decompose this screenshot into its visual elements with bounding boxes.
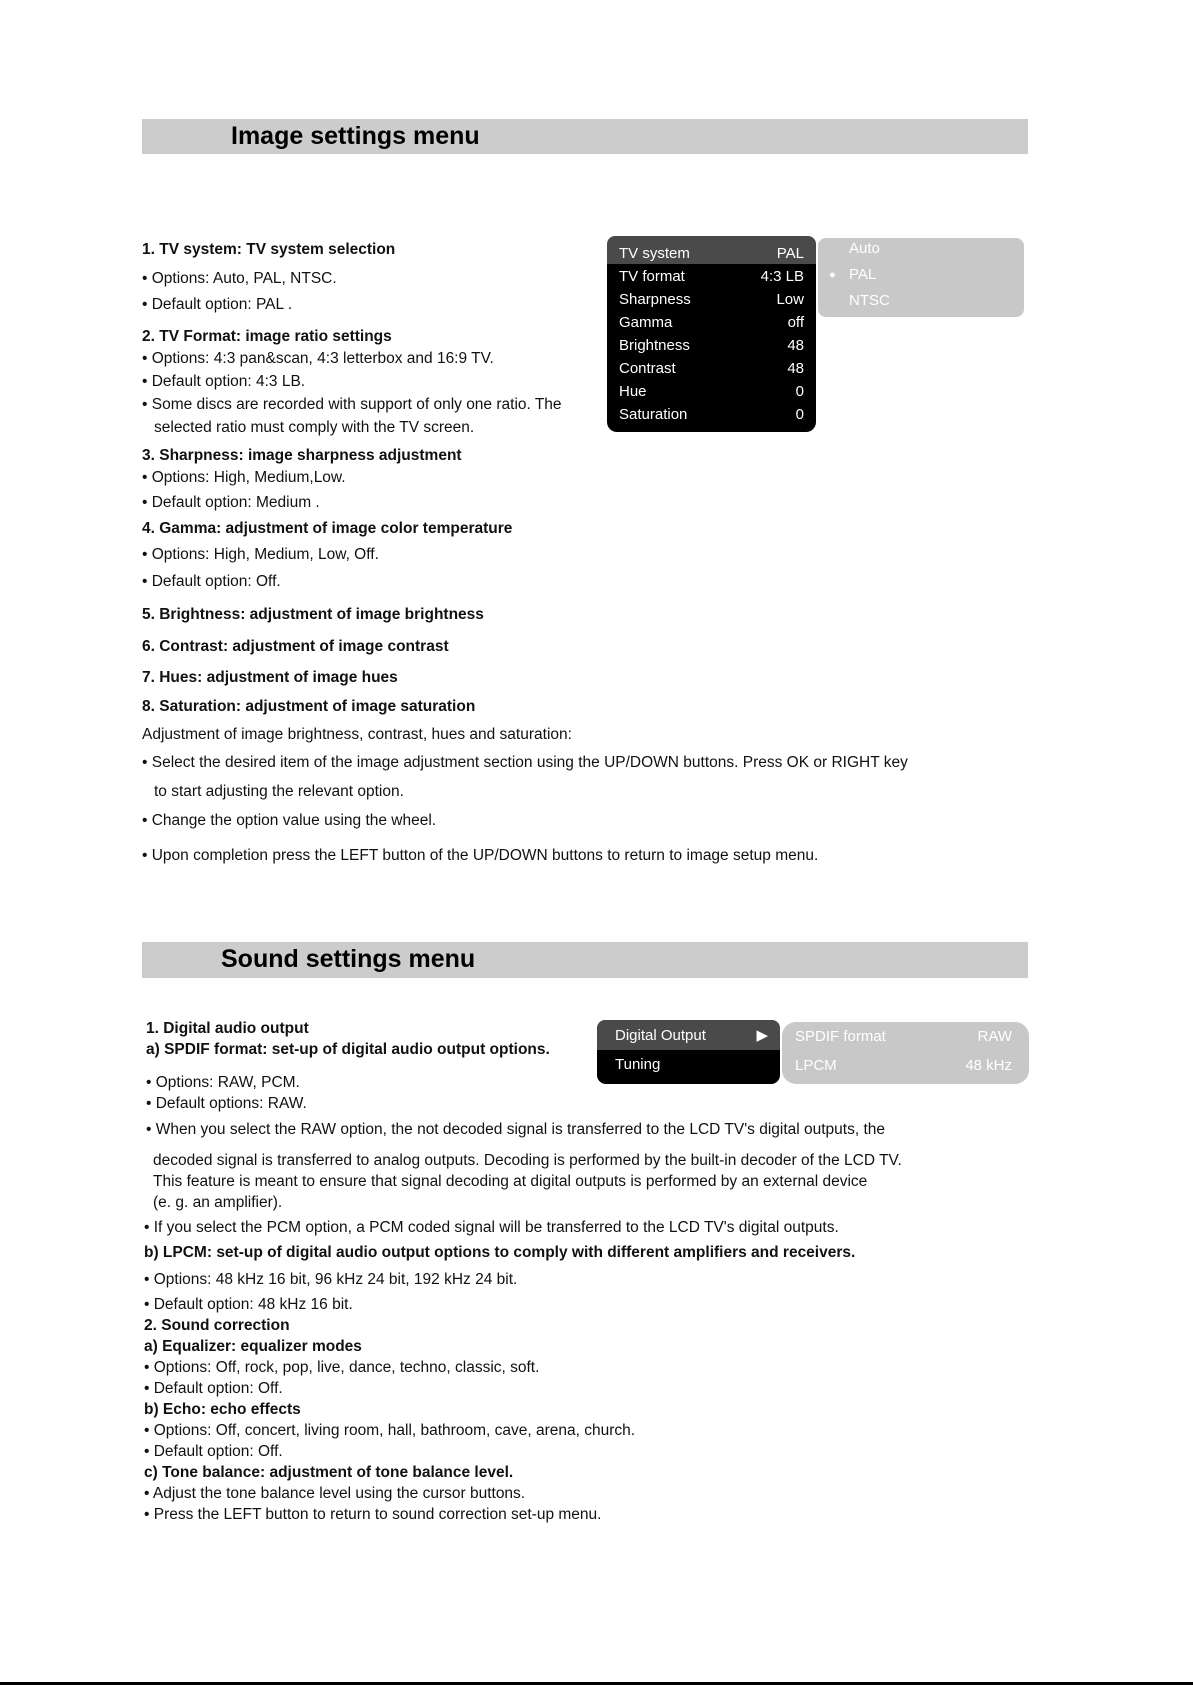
sound-line-19: • Default option: Off. xyxy=(144,1443,283,1460)
image-line-16: 6. Contrast: adjustment of image contrast xyxy=(142,638,449,655)
sound-line-6: decoded signal is transferred to analog outputs. Decoding is performed by the built-in decoder of the LCD TV. xyxy=(153,1152,902,1169)
selected-bullet-icon: ● xyxy=(829,269,836,281)
osd-row-tv-system[interactable]: TV system PAL xyxy=(619,245,804,262)
sound-line-12: • Default option: 48 kHz 16 bit. xyxy=(144,1296,353,1313)
submenu-spdif-format-value: RAW xyxy=(977,1028,1012,1045)
image-line-10: • Options: High, Medium,Low. xyxy=(142,469,346,486)
sound-line-5: • When you select the RAW option, the not decoded signal is transferred to the LCD TV's digital outputs, the xyxy=(146,1121,886,1138)
image-line-7: • Some discs are recorded with support of only one ratio. The xyxy=(142,396,562,413)
sound-line-16: • Default option: Off. xyxy=(144,1380,283,1397)
image-line-14: • Default option: Off. xyxy=(142,573,281,590)
sound-line-2: a) SPDIF format: set-up of digital audio output options. xyxy=(146,1041,550,1058)
image-line-3: • Default option: PAL . xyxy=(142,296,293,313)
image-line-21: to start adjusting the relevant option. xyxy=(154,783,404,800)
image-section-title: Image settings menu xyxy=(231,122,480,150)
sound-section-title: Sound settings menu xyxy=(221,945,476,973)
image-line-18: 8. Saturation: adjustment of image saturation xyxy=(142,698,476,715)
osd-row-sharpness[interactable]: Sharpness Low xyxy=(619,291,804,308)
image-line-8: selected ratio must comply with the TV screen. xyxy=(154,419,475,436)
sound-line-13: 2. Sound correction xyxy=(144,1317,290,1334)
osd-row-tuning[interactable]: Tuning xyxy=(615,1056,661,1073)
sound-section-banner xyxy=(142,942,1028,978)
sound-line-15: • Options: Off, rock, pop, live, dance, techno, classic, soft. xyxy=(144,1359,540,1376)
image-section-banner xyxy=(142,119,1028,154)
submenu-spdif-format-label[interactable]: SPDIF format xyxy=(795,1028,886,1045)
tv-system-submenu xyxy=(818,238,1024,317)
submenu-option-auto[interactable]: Auto xyxy=(849,240,880,257)
sound-line-21: • Adjust the tone balance level using the cursor buttons. xyxy=(144,1485,526,1502)
digital-output-submenu xyxy=(782,1022,1029,1084)
sound-osd-menu xyxy=(597,1020,780,1084)
sound-line-11: • Options: 48 kHz 16 bit, 96 kHz 24 bit, 192 kHz 24 bit. xyxy=(144,1271,518,1288)
sound-line-3: • Options: RAW, PCM. xyxy=(146,1074,300,1091)
image-line-11: • Default option: Medium . xyxy=(142,494,320,511)
sound-line-17: b) Echo: echo effects xyxy=(144,1401,301,1418)
osd-row-hue[interactable]: Hue 0 xyxy=(619,383,804,400)
sound-line-18: • Options: Off, concert, living room, hall, bathroom, cave, arena, church. xyxy=(144,1422,636,1439)
image-line-9: 3. Sharpness: image sharpness adjustment xyxy=(142,447,462,464)
sound-line-4: • Default options: RAW. xyxy=(146,1095,307,1112)
submenu-lpcm-label[interactable]: LPCM xyxy=(795,1057,837,1074)
arrow-right-icon: ▶ xyxy=(756,1027,768,1044)
sound-line-10: b) LPCM: set-up of digital audio output options to comply with different amplifiers and receivers. xyxy=(144,1244,856,1261)
osd-row-brightness[interactable]: Brightness 48 xyxy=(619,337,804,354)
submenu-lpcm-value: 48 kHz xyxy=(965,1057,1012,1074)
image-line-2: • Options: Auto, PAL, NTSC. xyxy=(142,270,337,287)
osd-row-digital-output[interactable]: Digital Output ▶ xyxy=(615,1025,768,1047)
sound-line-7: This feature is meant to ensure that signal decoding at digital outputs is performed by an external device xyxy=(153,1173,868,1190)
image-line-22: • Change the option value using the wheel. xyxy=(142,812,437,829)
sound-line-22: • Press the LEFT button to return to sound correction set-up menu. xyxy=(144,1506,602,1523)
image-line-15: 5. Brightness: adjustment of image brightness xyxy=(142,606,484,623)
image-line-23: • Upon completion press the LEFT button of the UP/DOWN buttons to return to image setup menu. xyxy=(142,847,819,864)
sound-line-9: • If you select the PCM option, a PCM coded signal will be transferred to the LCD TV's digital outputs. xyxy=(144,1219,839,1236)
sound-line-8: (e. g. an amplifier). xyxy=(153,1194,283,1211)
sound-line-14: a) Equalizer: equalizer modes xyxy=(144,1338,362,1355)
osd-row-gamma[interactable]: Gamma off xyxy=(619,314,804,331)
submenu-option-ntsc[interactable]: NTSC xyxy=(849,292,890,309)
image-line-5: • Options: 4:3 pan&scan, 4:3 letterbox and 16:9 TV. xyxy=(142,350,494,367)
submenu-option-pal[interactable]: PAL xyxy=(849,266,877,283)
image-line-1: 1. TV system: TV system selection xyxy=(142,241,396,258)
image-line-19: Adjustment of image brightness, contrast, hues and saturation: xyxy=(142,726,572,743)
sound-line-1: 1. Digital audio output xyxy=(146,1020,309,1037)
image-line-4: 2. TV Format: image ratio settings xyxy=(142,328,392,345)
image-osd-menu xyxy=(607,236,816,432)
image-line-13: • Options: High, Medium, Low, Off. xyxy=(142,546,379,563)
image-line-6: • Default option: 4:3 LB. xyxy=(142,373,306,390)
osd-row-tv-format[interactable]: TV format 4:3 LB xyxy=(619,268,804,285)
osd-row-contrast[interactable]: Contrast 48 xyxy=(619,360,804,377)
osd-row-saturation[interactable]: Saturation 0 xyxy=(619,406,804,423)
image-line-17: 7. Hues: adjustment of image hues xyxy=(142,669,398,686)
image-line-20: • Select the desired item of the image adjustment section using the UP/DOWN buttons. Press OK or RIGHT key xyxy=(142,754,908,771)
image-line-12: 4. Gamma: adjustment of image color temperature xyxy=(142,520,513,537)
sound-line-20: c) Tone balance: adjustment of tone balance level. xyxy=(144,1464,514,1481)
